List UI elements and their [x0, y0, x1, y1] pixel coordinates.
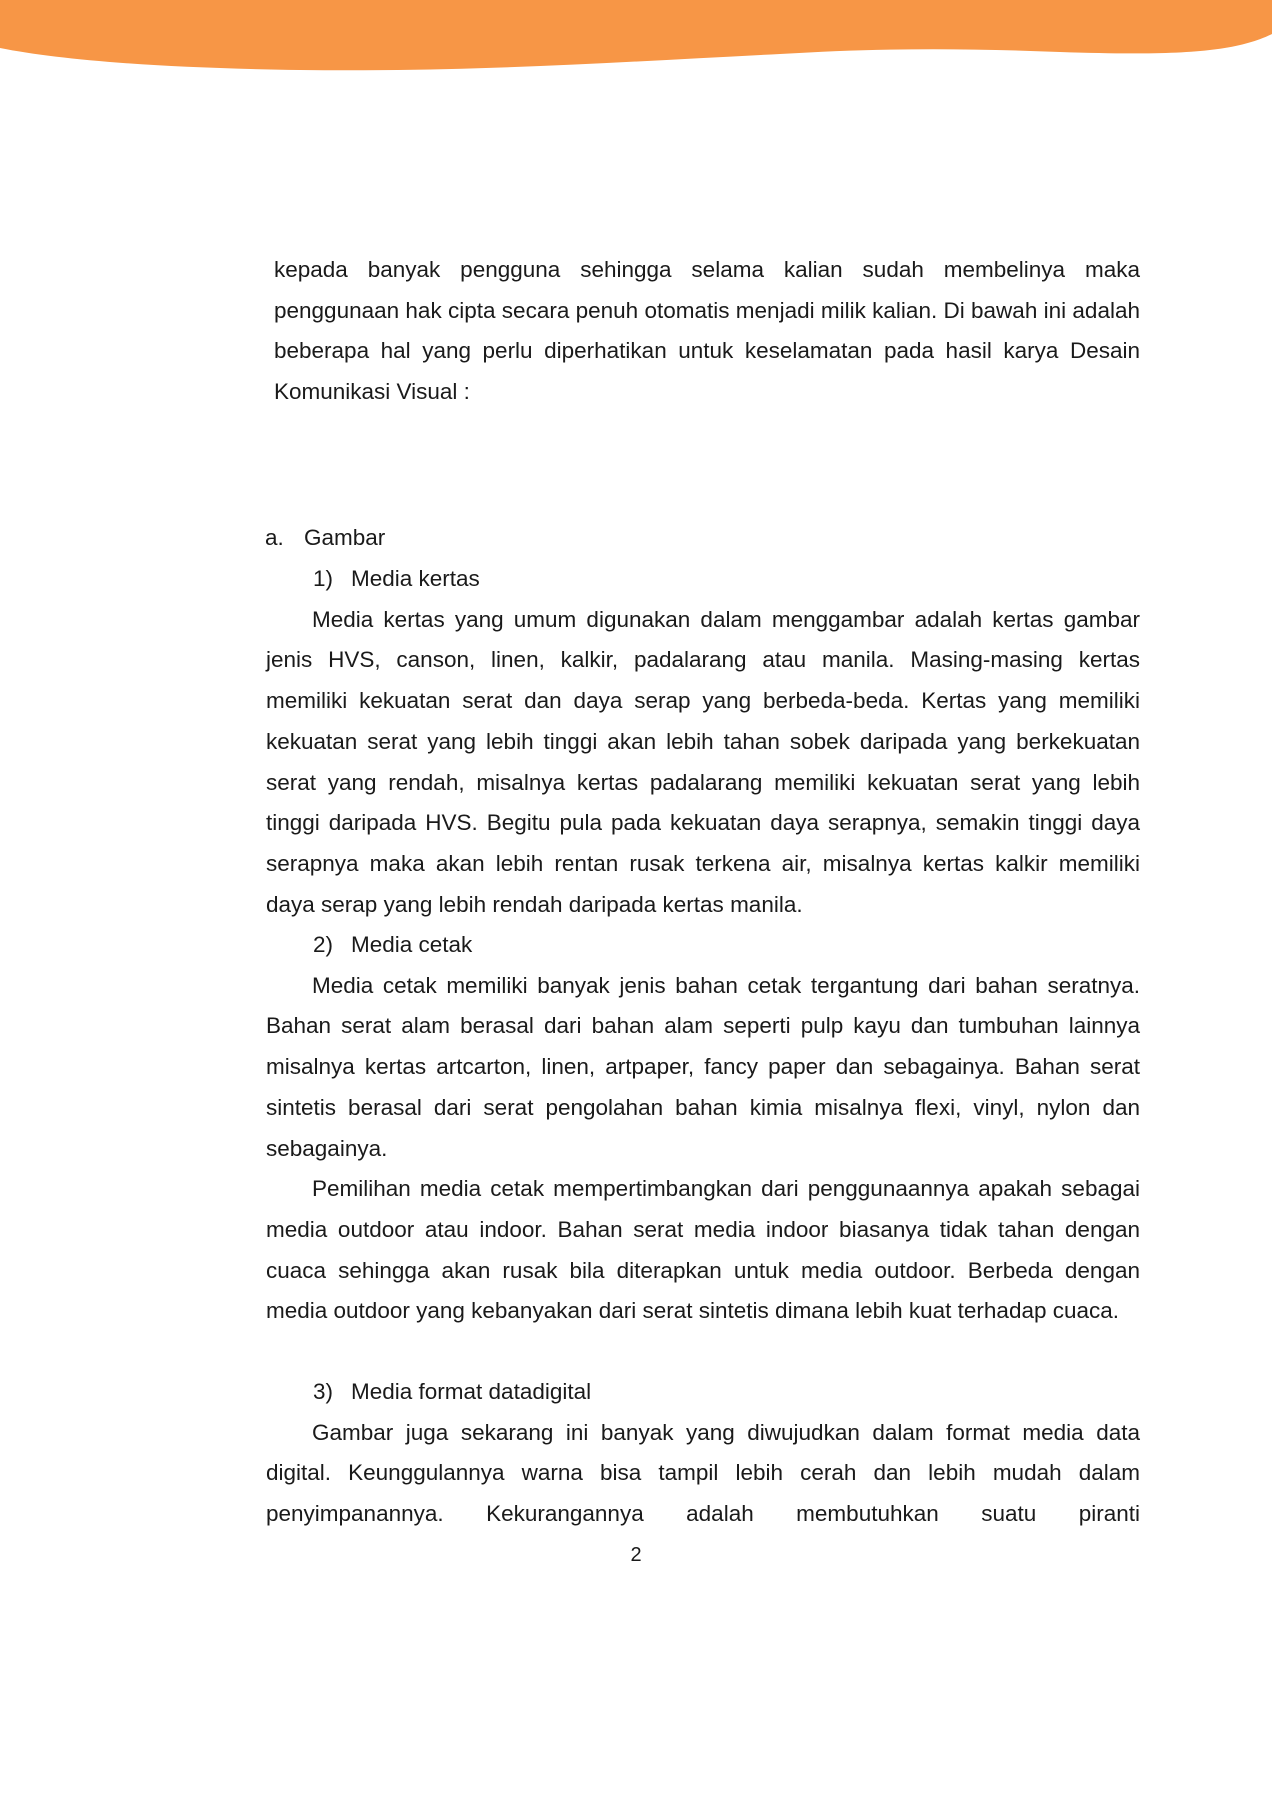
page-number-footer: [0, 1544, 1272, 1567]
page-number: 2: [630, 1544, 642, 1566]
item-media-kertas: [266, 559, 1140, 925]
item-1-paragraph: Media kertas yang umum digunakan dalam menggambar adalah kertas gambar jenis HVS, canson, linen, kalkir, padalarang atau manila. Masing-masing kertas memiliki kekuatan serat dan daya serap yang berbeda-beda. Kertas yang memiliki kekuatan serat yang lebih tinggi akan lebih tahan sobek daripada yang berkekuatan serat yang rendah, misalnya kertas padalarang memiliki kekuatan serat yang lebih tinggi daripada HVS. Begitu pula pada kekuatan daya serapnya, semakin tinggi daya serapnya maka akan lebih rentan rusak terkena air, misalnya kertas kalkir memiliki daya serap yang lebih rendah daripada kertas manila.: [266, 606, 1140, 917]
intro-paragraph: kepada banyak pengguna sehingga selama kalian sudah membelinya maka penggunaan hak cipta secara penuh otomatis menjadi milik kalian. Di bawah ini adalah beberapa hal yang perlu diperhatikan untuk keselamatan pada hasil karya Desain Komunikasi Visual :: [274, 257, 1140, 405]
item-3-heading: [266, 1372, 1140, 1413]
item-3-title: Media format datadigital: [351, 1379, 592, 1404]
item-2-heading: [266, 925, 1140, 966]
item-2-marker: 2): [313, 932, 334, 957]
item-2-paragraph-1: Media cetak memiliki banyak jenis bahan cetak tergantung dari bahan seratnya. Bahan serat alam berasal dari bahan alam seperti pulp kayu dan tumbuhan lainnya misalnya kertas artcarton, linen, artpaper, fancy paper dan sebagainya. Bahan serat sintetis berasal dari serat pengolahan bahan kimia misalnya flexi, vinyl, nylon dan sebagainya.: [266, 972, 1140, 1161]
item-1-heading: [266, 559, 1140, 600]
item-media-cetak: [266, 925, 1140, 1332]
item-1-marker: 1): [313, 566, 334, 591]
item-2-paragraph-2: Pemilihan media cetak mempertimbangkan dari penggunaannya apakah sebagai media outdoor atau indoor. Bahan serat media indoor biasanya tidak tahan dengan cuaca sehingga akan rusak bila diterapkan untuk media outdoor. Berbeda dengan media outdoor yang kebanyakan dari serat sintetis dimana lebih kuat terhadap cuaca.: [266, 1176, 1140, 1324]
item-media-format-digital: [266, 1372, 1140, 1535]
section-a-title: Gambar: [304, 525, 386, 550]
item-3-marker: 3): [313, 1379, 334, 1404]
item-3-paragraph: Gambar juga sekarang ini banyak yang diwujudkan dalam format media data digital. Keunggulannya warna bisa tampil lebih cerah dan lebih mudah dalam penyimpanannya. Kekurangannya adalah membutuhkan suatu piranti: [266, 1419, 1140, 1527]
item-1-title: Media kertas: [351, 566, 480, 591]
section-a-marker: a.: [265, 525, 284, 550]
item-2-title: Media cetak: [351, 932, 473, 957]
section-a-heading: [265, 518, 385, 559]
header-wave-decoration: [0, 0, 1272, 80]
intro-section: [274, 250, 1140, 413]
